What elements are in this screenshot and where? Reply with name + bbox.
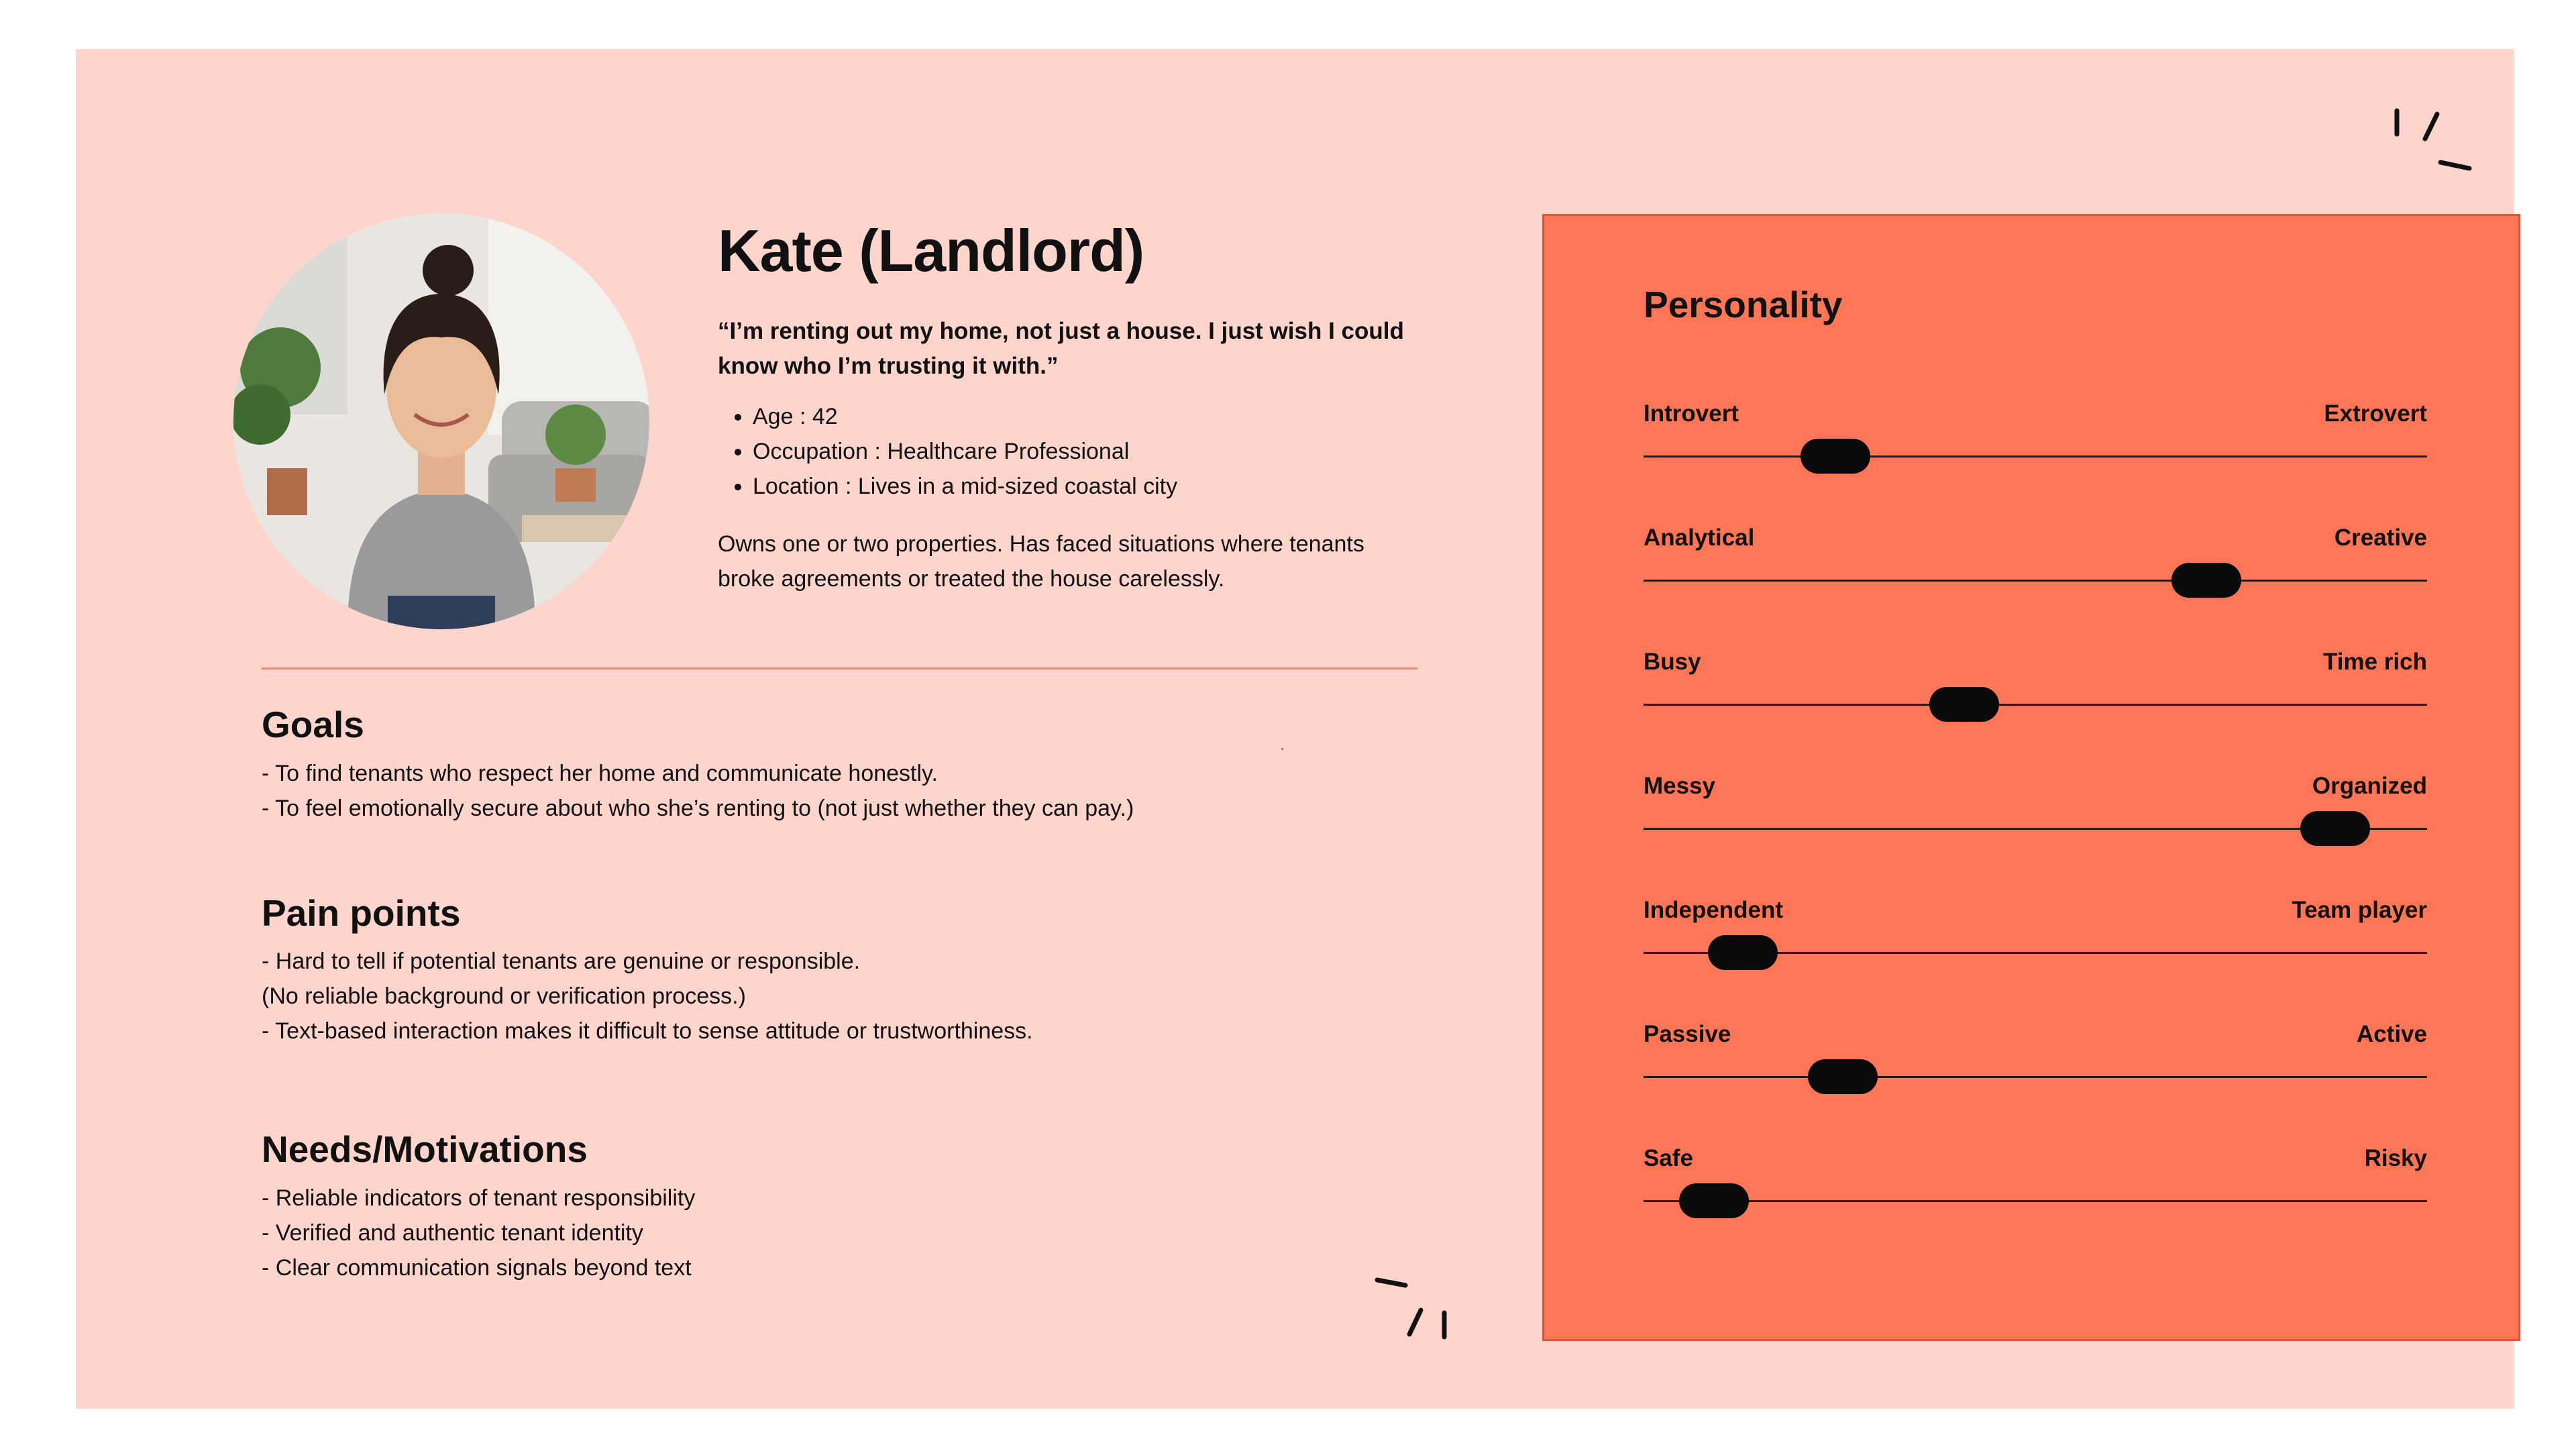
trait-label-right: Creative bbox=[2334, 525, 2427, 551]
trait-label-right: Time rich bbox=[2323, 649, 2427, 675]
persona-quote: “I’m renting out my home, not just a house. I just wish I could know who I’m trusting it with.” bbox=[718, 318, 1404, 379]
trait-slider-analytical bbox=[1644, 525, 2427, 605]
persona-description: Owns one or two properties. Has faced situations where tenants broke agreements or treated the house carelessly. bbox=[718, 531, 1364, 592]
trait-knob[interactable] bbox=[2300, 811, 2370, 846]
trait-track bbox=[1644, 704, 2427, 706]
trait-slider-introvert bbox=[1644, 400, 2427, 481]
trait-knob[interactable] bbox=[1808, 1059, 1878, 1094]
trait-label-left: Independent bbox=[1644, 897, 1784, 923]
trait-track bbox=[1644, 455, 2427, 458]
needs-title: Needs/Motivations bbox=[262, 1128, 588, 1170]
trait-knob[interactable] bbox=[2171, 563, 2241, 598]
persona-name: Kate (Landlord) bbox=[718, 217, 1144, 284]
fact-location: • Location : Lives in a mid-sized coastal city bbox=[753, 469, 1424, 504]
persona-card bbox=[76, 49, 2514, 1409]
trait-label-right: Extrovert bbox=[2324, 400, 2427, 427]
needs-text: - Reliable indicators of tenant responsibility - Verified and authentic tenant identity - Clear communication signals beyond text bbox=[262, 1185, 696, 1281]
trait-track bbox=[1644, 580, 2427, 582]
pain-points-title: Pain points bbox=[262, 892, 461, 934]
sparkle-decoration-top bbox=[2383, 104, 2491, 184]
personality-title: Personality bbox=[1644, 284, 1843, 325]
trait-label-left: Passive bbox=[1644, 1021, 1731, 1047]
trait-slider-messy bbox=[1644, 773, 2427, 853]
trait-knob[interactable] bbox=[1679, 1183, 1749, 1218]
trait-label-right: Team player bbox=[2292, 897, 2427, 923]
trait-track bbox=[1644, 1076, 2427, 1078]
goals-text: - To find tenants who respect her home and communicate honestly. - To feel emotionally secure about who she’s renting to (not just whether they can pay.) bbox=[262, 761, 1134, 821]
section-divider bbox=[262, 667, 1417, 669]
trait-knob[interactable] bbox=[1801, 439, 1870, 474]
persona-photo bbox=[233, 213, 649, 629]
trait-slider-busy bbox=[1644, 649, 2427, 729]
trait-label-left: Busy bbox=[1644, 649, 1701, 675]
trait-knob[interactable] bbox=[1708, 935, 1778, 970]
trait-slider-independent bbox=[1644, 897, 2427, 977]
sparkle-decoration-bottom bbox=[1364, 1270, 1471, 1350]
trait-label-right: Risky bbox=[2364, 1145, 2427, 1171]
trait-slider-passive bbox=[1644, 1021, 2427, 1102]
trait-label-right: Active bbox=[2356, 1021, 2427, 1047]
trait-label-left: Analytical bbox=[1644, 525, 1755, 551]
persona-photo-illustration bbox=[233, 213, 649, 629]
persona-facts bbox=[718, 399, 1424, 504]
trait-label-left: Safe bbox=[1644, 1145, 1693, 1171]
fact-age: • Age : 42 bbox=[753, 399, 1424, 434]
trait-label-right: Organized bbox=[2312, 773, 2427, 799]
trait-track bbox=[1644, 1200, 2427, 1202]
personality-panel bbox=[1542, 214, 2520, 1341]
trait-slider-safe bbox=[1644, 1145, 2427, 1226]
stray-dot bbox=[1281, 748, 1283, 750]
trait-label-left: Messy bbox=[1644, 773, 1716, 799]
pain-points-text: - Hard to tell if potential tenants are genuine or responsible. (No reliable background or verification process.) - Text-based interaction makes it difficult to sense attitude or trustworthiness. bbox=[262, 949, 1033, 1044]
goals-title: Goals bbox=[262, 704, 364, 745]
fact-occupation: • Occupation : Healthcare Professional bbox=[753, 434, 1424, 469]
trait-knob[interactable] bbox=[1929, 687, 1999, 722]
trait-label-left: Introvert bbox=[1644, 400, 1739, 427]
